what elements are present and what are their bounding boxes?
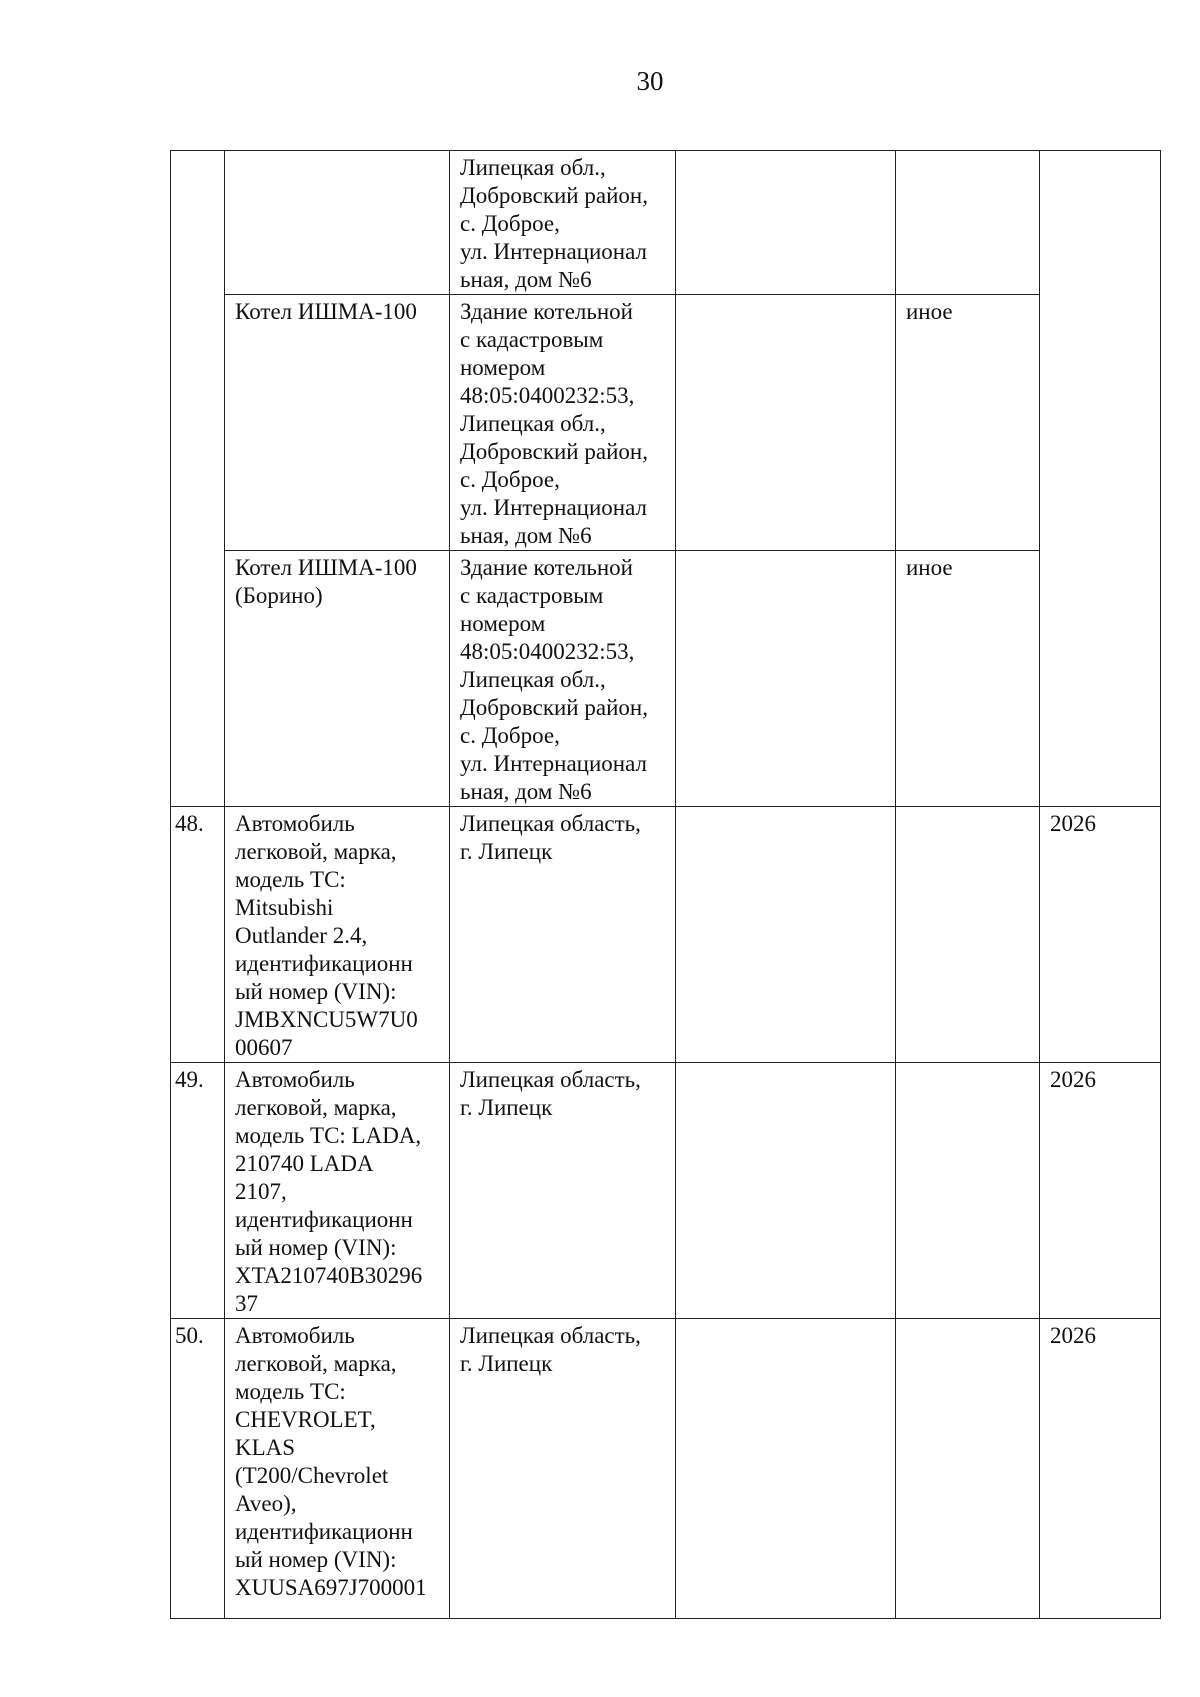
empty-cell (676, 551, 896, 807)
empty-cell (676, 151, 896, 295)
assets-table (170, 150, 1161, 1619)
location-cell: Липецкая область, г. Липецк (450, 1063, 676, 1319)
table-row (171, 151, 1161, 295)
table-row (171, 1063, 1161, 1319)
name-cell: Котел ИШМА-100 (Борино) (225, 551, 450, 807)
name-cell: Автомобиль легковой, марка, модель ТС: CHEVROLET, KLAS (T200/Chevrolet Aveo), идентификационн ый номер (VIN): XUUSA697J700001 (225, 1319, 450, 1619)
empty-cell (676, 807, 896, 1063)
type-cell: иное (896, 551, 1040, 807)
table-row (171, 1319, 1161, 1619)
name-cell: Автомобиль легковой, марка, модель ТС: Mitsubishi Outlander 2.4, идентификационн ый номер (VIN): JMBXNCU5W7U0 00607 (225, 807, 450, 1063)
item-number-cell: 48. (171, 807, 225, 1063)
location-cell: Липецкая область, г. Липецк (450, 1319, 676, 1619)
location-cell: Липецкая обл., Добровский район, с. Доброе, ул. Интернационал ьная, дом №6 (450, 151, 676, 295)
type-cell: иное (896, 295, 1040, 551)
name-cell: Автомобиль легковой, марка, модель ТС: LADA, 210740 LADA 2107, идентификационн ый номер (VIN): XTA210740B30296 37 (225, 1063, 450, 1319)
empty-cell (676, 295, 896, 551)
name-cell: Котел ИШМА-100 (225, 295, 450, 551)
name-cell (225, 151, 450, 295)
type-cell (896, 1063, 1040, 1319)
location-cell: Липецкая область, г. Липецк (450, 807, 676, 1063)
type-cell (896, 151, 1040, 295)
year-cell: 2026 (1040, 807, 1161, 1063)
year-cell (1040, 151, 1161, 807)
location-cell: Здание котельной с кадастровым номером 48:05:0400232:53, Липецкая обл., Добровский район, с. Доброе, ул. Интернационал ьная, дом №6 (450, 551, 676, 807)
empty-cell (676, 1063, 896, 1319)
table-row (171, 295, 1161, 551)
table-row (171, 551, 1161, 807)
table-row (171, 807, 1161, 1063)
type-cell (896, 807, 1040, 1063)
page-number: 30 (636, 66, 664, 96)
item-number-cell (171, 151, 225, 807)
item-number-cell: 49. (171, 1063, 225, 1319)
empty-cell (676, 1319, 896, 1619)
type-cell (896, 1319, 1040, 1619)
location-cell: Здание котельной с кадастровым номером 48:05:0400232:53, Липецкая обл., Добровский район, с. Доброе, ул. Интернационал ьная, дом №6 (450, 295, 676, 551)
year-cell: 2026 (1040, 1319, 1161, 1619)
year-cell: 2026 (1040, 1063, 1161, 1319)
item-number-cell: 50. (171, 1319, 225, 1619)
